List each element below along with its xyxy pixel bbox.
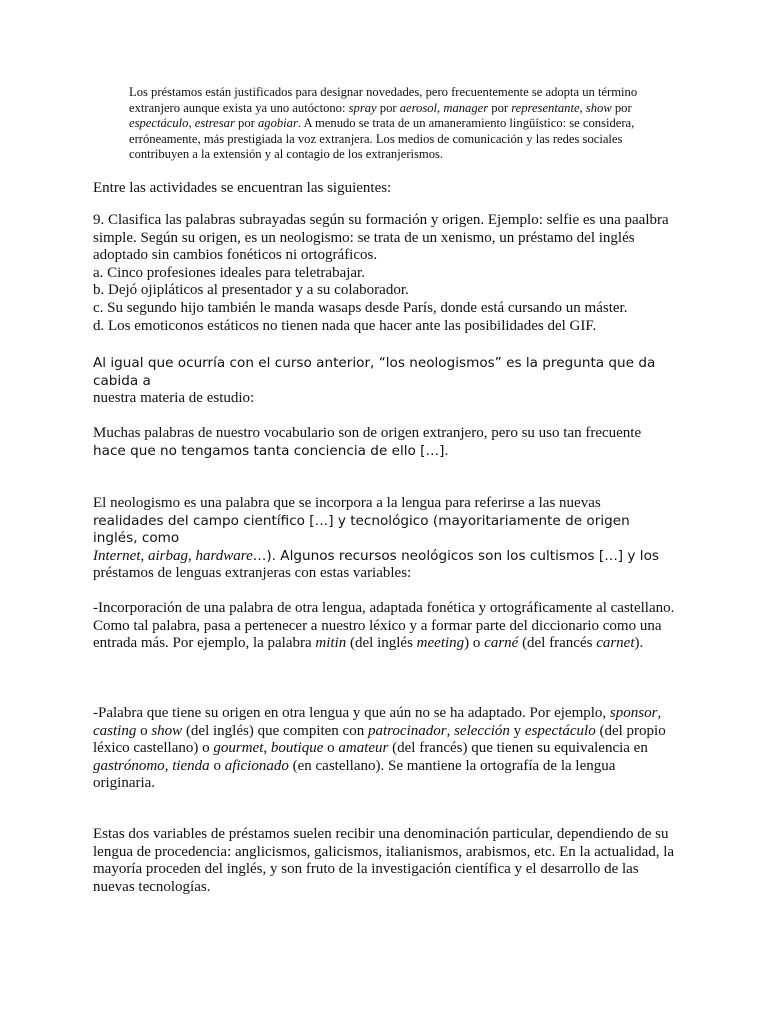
definicion-italic-word: Internet — [93, 547, 141, 564]
origen-italic-word: aficionado — [224, 757, 289, 774]
neologismos-line: nuestra materia de estudio: — [93, 390, 255, 407]
quote-text: , — [579, 100, 586, 115]
origen-text: o — [323, 740, 339, 757]
exercise-item: b. Dejó ojipláticos al presentador y a su colaborador. — [93, 282, 409, 299]
quote-italic-word: espectáculo — [129, 116, 189, 131]
origen-text: (del propio léxico castellano) o — [93, 722, 666, 757]
definicion-text: , — [140, 547, 148, 564]
exercise-item: d. Los emoticonos estáticos no tienen nada que hacer ante las posibilidades del GIF. — [93, 317, 597, 334]
origen-text: , — [164, 757, 173, 774]
origen-text: (del francés) que tienen su equivalencia en — [388, 740, 648, 757]
quote-text: , — [188, 116, 195, 131]
incorporacion-text: (del francés — [518, 635, 597, 652]
quote-text: , — [437, 100, 444, 115]
quote-text: por — [488, 100, 512, 115]
quote-text: por — [234, 116, 258, 131]
origen-italic-word: selección — [454, 722, 510, 739]
activities-intro: Entre las actividades se encuentran las siguientes: — [93, 180, 392, 196]
origen-text: , — [263, 740, 271, 757]
origen-text: , — [446, 722, 455, 739]
quote-italic-word: spray — [348, 100, 377, 115]
variables-paragraph: Estas dos variables de préstamos suelen recibir una denominación particular, dependiendo de su lengua de procedencia: anglicismos, galicismos, italianismos, arabismos, etc. En la actualidad, la mayoría proceden del inglés, y son fruto de la investigación científica y el desarrollo de las nuevas tecnologías. — [93, 826, 675, 895]
incorporacion-text: -Incorporación de una palabra de otra lengua, adaptada fonética y ortográficamente al castellano. Como tal palabra, pasa a pertenecer a nuestro léxico y a formar parte del diccionario como una entrada más. Por ejemplo, la palabra — [93, 600, 675, 652]
quote-italic-word: aerosol — [399, 100, 438, 115]
origen-italic-word: sponsor — [609, 705, 658, 721]
definicion-line: realidades del campo científico […] y tecnológico (mayoritariamente de origen inglés, como — [93, 512, 630, 547]
origen-text: , — [657, 705, 662, 721]
vocabulario-line: hace que no tengamos tanta conciencia de ello […]. — [93, 442, 449, 459]
incorporacion-paragraph — [93, 600, 677, 653]
origen-text: (del inglés) que compiten con — [182, 722, 368, 739]
quote-italic-word: estresar — [194, 116, 235, 131]
definicion-text: , — [188, 547, 196, 564]
neologismos-line: Al igual que ocurría con el curso anterior, “los neologismos” es la pregunta que da cabida a — [93, 355, 656, 389]
origen-text: -Palabra que tiene su origen en otra lengua y que aún no se ha adaptado. Por ejemplo, — [93, 705, 610, 721]
exercise-item: c. Su segundo hijo también le manda wasaps desde París, donde está cursando un máster. — [93, 299, 628, 316]
quote-text: por — [376, 100, 400, 115]
definicion-text: …). Algunos recursos neológicos son los cultismos […] y los — [252, 547, 659, 564]
definicion-line: préstamos de lenguas extranjeras con estas variables: — [93, 565, 412, 582]
definicion-line: El neologismo es una palabra que se incorpora a la lengua para referirse a las nuevas — [93, 495, 601, 511]
incorporacion-italic-word: mitin — [315, 635, 347, 652]
origen-italic-word: tienda — [172, 757, 210, 774]
exercise-block — [93, 212, 677, 335]
origen-italic-word: espectáculo — [524, 722, 596, 739]
vocabulario-line: Muchas palabras de nuestro vocabulario son de origen extranjero, pero su uso tan frecuente — [93, 425, 642, 441]
origen-text: y — [509, 722, 525, 739]
quote-italic-word: manager — [443, 100, 489, 115]
origen-italic-word: casting — [93, 722, 137, 739]
definicion-italic-word: hardware — [195, 547, 253, 564]
incorporacion-italic-word: carnet — [596, 635, 635, 652]
incorporacion-text: ) o — [464, 635, 485, 652]
origen-paragraph — [93, 705, 677, 793]
vocabulario-paragraph — [93, 425, 677, 460]
exercise-item: a. Cinco profesiones ideales para teletrabajar. — [93, 264, 365, 281]
incorporacion-text: (del inglés — [346, 635, 417, 652]
origen-italic-word: gourmet — [213, 740, 264, 757]
exercise-prompt: 9. Clasifica las palabras subrayadas según su formación y origen. Ejemplo: selfie es una paalbra simple. Según su origen, es un neologismo: se trata de un xenismo, un préstamo del inglés adoptado sin cambios fonéticos ni ortográficos. — [93, 212, 669, 264]
origen-italic-word: boutique — [270, 740, 324, 757]
origen-text: o — [209, 757, 225, 774]
origen-text: (en castellano). Se mantiene la ortografía de la lengua originaria. — [93, 757, 616, 792]
definicion-italic-word: airbag — [147, 547, 188, 564]
incorporacion-text: ). — [634, 635, 644, 652]
quote-text: por — [611, 100, 632, 115]
quote-text: Los préstamos están justificados para designar novedades, pero frecuentemente se adopta un término extranjero aunque exista ya uno autóctono: — [129, 85, 638, 115]
quote-paragraph — [129, 85, 655, 163]
incorporacion-italic-word: carné — [484, 635, 519, 652]
quote-text: . A menudo se trata de un amaneramiento lingüístico: se considera, erróneamente, más prestigiada la voz extranjera. Los medios de comunicación y las redes sociales contribuyen a la extensión y al contagio de los extranjerismos. — [129, 116, 635, 162]
origen-text: o — [136, 722, 152, 739]
quote-italic-word: agobiar — [257, 116, 298, 131]
definicion-paragraph — [93, 495, 677, 583]
origen-italic-word: gastrónomo — [93, 757, 165, 774]
origen-italic-word: amateur — [338, 740, 389, 757]
incorporacion-italic-word: meeting — [416, 635, 465, 652]
neologismos-paragraph — [93, 355, 677, 408]
quote-italic-word: representante — [511, 100, 580, 115]
quote-italic-word: show — [585, 100, 612, 115]
origen-italic-word: show — [151, 722, 183, 739]
origen-italic-word: patrocinador — [367, 722, 447, 739]
